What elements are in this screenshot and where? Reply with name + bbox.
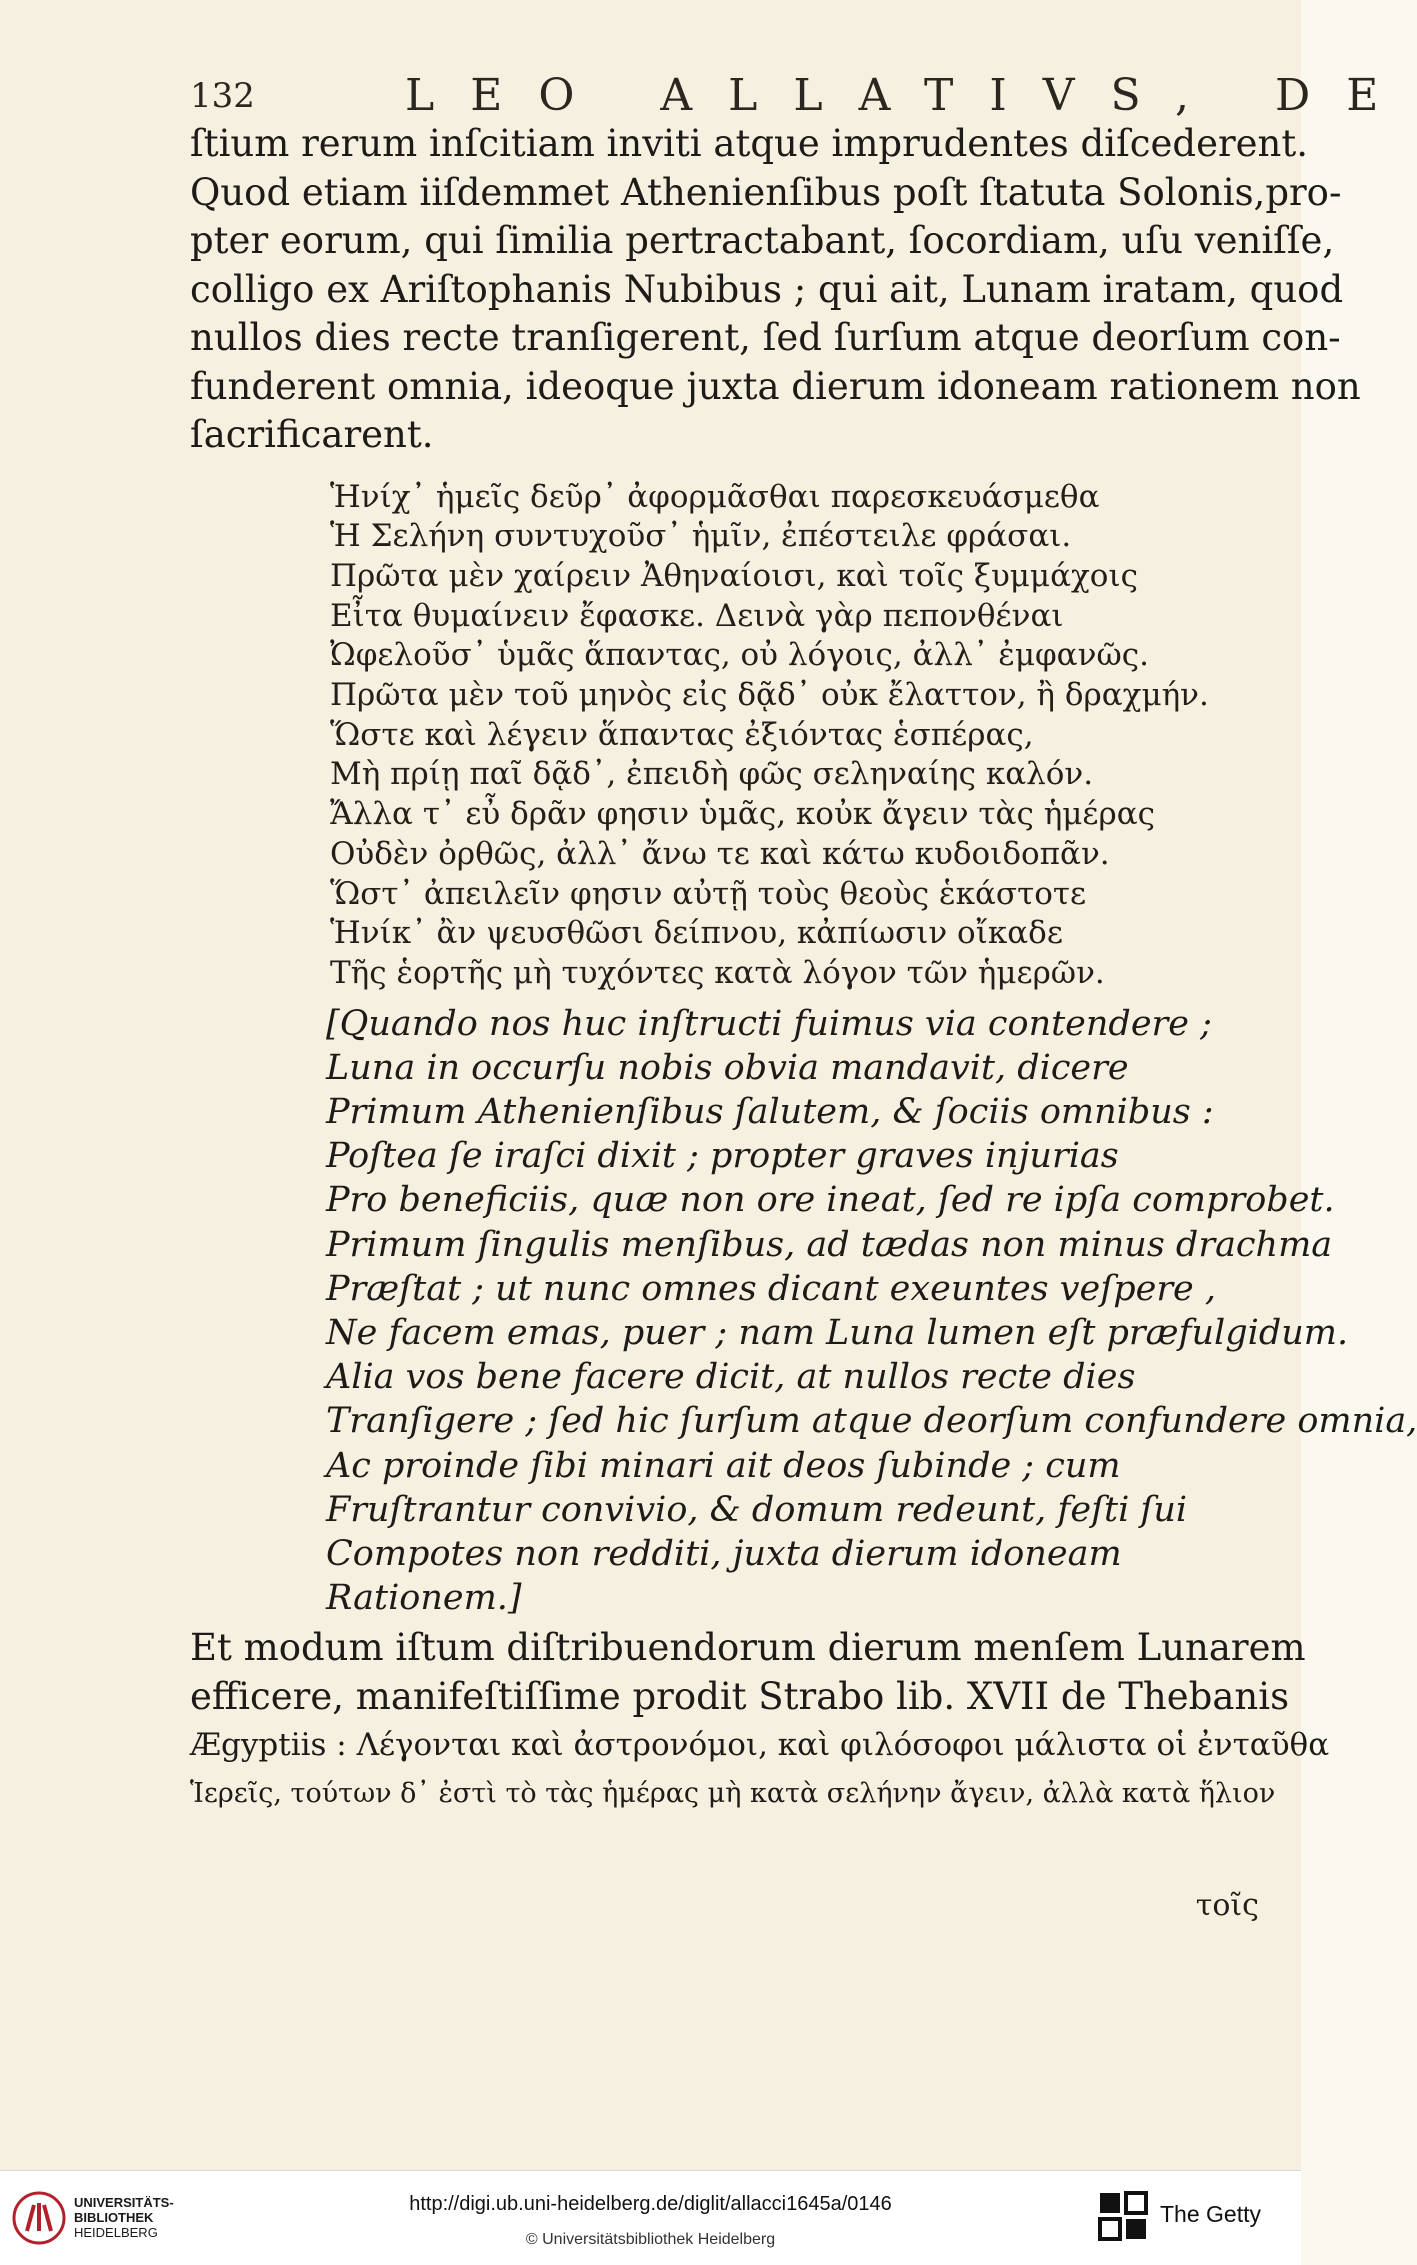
verse-line: Πρῶτα μὲν τοῦ μηνὸς εἰς δᾷδ᾽ οὐκ ἔλαττον, ἢ δραχμήν.: [330, 677, 1209, 714]
verse-line: Πρῶτα μὲν χαίρειν Ἀθηναίοισι, καὶ τοῖς ξυμμάχοις: [330, 557, 1138, 594]
verse-line: Ἡνίχ᾽ ἡμεῖς δεῦρ᾽ ἀφορμᾶσθαι παρεσκευάσμεθα: [330, 478, 1100, 515]
text-line: Et modum iſtum diſtribuendorum dierum menſem Lunarem: [190, 1626, 1306, 1670]
verse-line: Εἶτα θυμαίνειν ἔφασκε. Δεινὰ γὰρ πεπονθέναι: [330, 597, 1064, 634]
verse-line: Ἡ Σελήνη συντυχοῦσ᾽ ἡμῖν, ἐπέστειλε φράσαι.: [330, 518, 1072, 555]
running-title: LEO ALLATIVS, DE: [405, 70, 1415, 121]
verse-line: Οὐδὲν ὀρθῶς, ἀλλ᾽ ἄνω τε καὶ κάτω κυδοιδοπᾶν.: [330, 835, 1110, 872]
intro-paragraph: [190, 120, 1361, 460]
text-block: [190, 120, 1417, 1818]
text-line: Ἱερεῖς, τούτων δ᾽ ἐστὶ τὸ τὰς ἡμέρας μὴ κατὰ σελήνην ἄγειν, ἀλλὰ κατὰ ἥλιον: [190, 1777, 1276, 1809]
copyright-notice: © Universitätsbibliothek Heidelberg: [525, 2231, 776, 2248]
text-line: funderent omnia, ideoque juxta dierum idoneam rationem non: [190, 364, 1361, 408]
latin-translation: [326, 1002, 1417, 1621]
verse-line: Tranſigere ; ſed hic ſurſum atque deorſum confundere omnia,: [326, 1401, 1417, 1442]
verse-line: Ἄλλα τ᾽ εὖ δρᾶν φησιν ὑμᾶς, κοὐκ ἄγειν τὰς ἡμέρας: [330, 796, 1155, 833]
text-line: nullos dies recte tranſigerent, ſed ſurſum atque deorſum con-: [190, 316, 1341, 359]
text-line: efficere, manifeſtiſſime prodit Strabo lib. XVII de Thebanis: [190, 1674, 1290, 1718]
verse-line: Fruſtrantur convivio, & domum redeunt, feſti ſui: [326, 1489, 1188, 1530]
getty-name: The Getty: [1160, 2201, 1261, 2227]
page-number: 132: [190, 76, 255, 116]
permalink-url[interactable]: http://digi.ub.uni-heidelberg.de/diglit/allacci1645a/0146: [409, 2193, 892, 2215]
greek-verse-quote: [330, 478, 1280, 994]
verse-line: Alia vos bene facere dicit, at nullos recte dies: [326, 1357, 1136, 1398]
text-line: Quod etiam iiſdemmet Athenienſibus poſt ſtatuta Solonis,pro-: [190, 170, 1342, 214]
verse-line: Μὴ πρίῃ παῖ δᾷδ᾽, ἐπειδὴ φῶς σεληναίης καλόν.: [330, 756, 1094, 793]
verse-line: Ac proinde ſibi minari ait deos ſubinde ; cum: [326, 1445, 1121, 1486]
catchword: τοῖς: [1195, 1888, 1259, 1923]
verse-line: Ὥστ᾽ ἀπειλεῖν φησιν αὐτῇ τοὺς θεοὺς ἑκάστοτε: [330, 875, 1087, 912]
verse-line: Τῆς ἑορτῆς μὴ τυχόντες κατὰ λόγον τῶν ἡμερῶν.: [330, 954, 1105, 991]
verse-line: Primum Athenienſibus ſalutem, & ſociis omnibus :: [326, 1092, 1214, 1133]
verse-line: Primum ſingulis menſibus, ad tædas non minus drachma: [326, 1224, 1333, 1265]
verse-line: Ἡνίκ᾽ ἂν ψευσθῶσι δείπνου, κἀπίωσιν οἴκαδε: [330, 915, 1063, 952]
viewer-footer: [0, 2170, 1301, 2265]
verse-line: Pro beneficiis, quæ non ore ineat, ſed re ipſa comprobet.: [326, 1180, 1335, 1221]
getty-logo-icon[interactable]: [1098, 2191, 1148, 2241]
verse-line: Poſtea ſe iraſci dixit ; propter graves injurias: [326, 1136, 1119, 1177]
text-line: Ægyptiis : Λέγονται καὶ ἀστρονόμοι, καὶ φιλόσοφοι μάλιστα οἱ ἐνταῦθα: [190, 1727, 1330, 1764]
verse-line: Ὠφελοῦσ᾽ ὑμᾶς ἅπαντας, οὐ λόγοις, ἀλλ᾽ ἐμφανῶς.: [330, 637, 1149, 674]
verse-line: [Quando nos huc inſtructi fuimus via contendere ;: [326, 1003, 1212, 1044]
verse-line: Ne facem emas, puer ; nam Luna lumen eſt præfulgidum.: [326, 1313, 1349, 1354]
library-name: UNIVERSITÄTS- BIBLIOTHEK HEIDELBERG: [74, 2195, 174, 2240]
text-line: colligo ex Ariſtophanis Nubibus ; qui ait, Lunam iratam, quod: [190, 267, 1344, 311]
verse-line: Rationem.]: [326, 1578, 522, 1619]
verse-line: Luna in occurſu nobis obvia mandavit, dicere: [326, 1047, 1129, 1088]
text-line: pter eorum, qui ſimilia pertractabant, ſocordiam, uſu veniſſe,: [190, 219, 1335, 262]
text-line: ſtium rerum inſcitiam inviti atque imprudentes diſcederent.: [190, 122, 1309, 165]
verse-line: Præſtat ; ut nunc omnes dicant exeuntes veſpere ,: [326, 1268, 1217, 1309]
text-line: ſacrificarent.: [190, 413, 434, 456]
closing-paragraph: [190, 1624, 1330, 1818]
verse-line: Compotes non redditi, juxta dierum idoneam: [326, 1534, 1122, 1575]
verse-line: Ὥστε καὶ λέγειν ἅπαντας ἐξιόντας ἑσπέρας,: [330, 716, 1034, 753]
